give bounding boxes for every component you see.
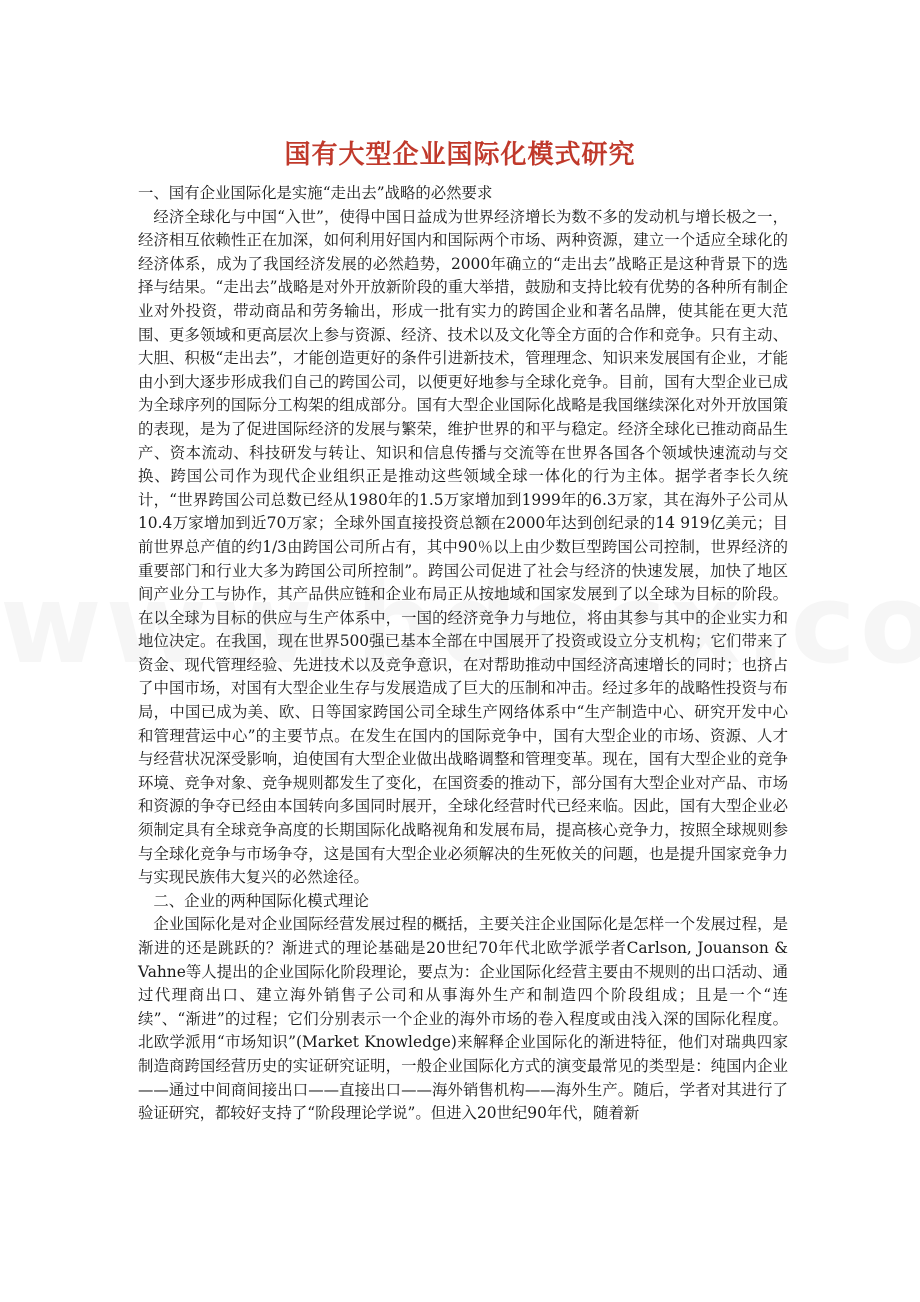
section-paragraph-1: 经济全球化与中国“入世”，使得中国日益成为世界经济增长为数不多的发动机与增长极之一，经济相互依赖性正在加深，如何利用好国内和国际两个市场、两种资源，建立一个适应全球化的经济体系，成为了我国经济发展的必然趋势，2000年确立的“走出去”战略正是这种背景下的选择与结果。“走出去”战略是对外开放新阶段的重大举措，鼓励和支持比较有优势的各种所有制企业对外投资，带动商品和劳务输出，形成一批有实力的跨国企业和著名品牌，使其能在更大范围、更多领域和更高层次上参与资源、经济、技术以及文化等全方面的合作和竞争。只有主动、大胆、积极“走出去”，才能创造更好的条件引进新技术，管理理念、知识来发展国有企业，才能由小到大逐步形成我们自己的跨国公司，以便更好地参与全球化竞争。目前，国有大型企业已成为全球序列的国际分工构架的组成部分。国有大型企业国际化战略是我国继续深化对外开放国策的表现，是为了促进国际经济的发展与繁荣，维护世界的和平与稳定。经济全球化已推动商品生产、资本流动、科技研发与转让、知识和信息传播与交流等在世界各国各个领域快速流动与交换、跨国公司作为现代企业组织正是推动这些领域全球一体化的行为主体。据学者李长久统计，“世界跨国公司总数已经从1980年的1.5万家增加到1999年的6.3万家，其在海外子公司从10.4万家增加到近70万家；全球外国直接投资总额在2000年达到创纪录的14 919亿美元；目前世界总产值的约1/3由跨国公司所占有，其中90％以上由少数巨型跨国公司控制，世界经济的重要部门和行业大多为跨国公司所控制”。跨国公司促进了社会与经济的快速发展，加快了地区间产业分工与协作，其产品供应链和企业布局正从按地域和国家发展到了以全球为目标的阶段。在以全球为目标的供应与生产体系中，一国的经济竞争力与地位，将由其参与其中的企业实力和地位决定。在我国，现在世界500强已基本全部在中国展开了投资或设立分支机构；它们带来了资金、现代管理经验、先进技术以及竞争意识，在对帮助推动中国经济高速增长的同时；也挤占了中国市场，对国有大型企业生存与发展造成了巨大的压制和冲击。经过多年的战略性投资与布局，中国已成为美、欧、日等国家跨国公司全球生产网络体系中“生产制造中心、研究开发中心和管理营运中心”的主要节点。在发生在国内的国际竞争中，国有大型企业的市场、资源、人才与经营状况深受影响，迫使国有大型企业做出战略调整和管理变革。现在，国有大型企业的竞争环境、竞争对象、竞争规则都发生了变化，在国资委的推动下，部分国有大型企业对产品、市场和资源的争夺已经由本国转向多国同时展开，全球化经营时代已经来临。因此，国有大型企业必须制定具有全球竞争高度的长期国际化战略视角和发展布局，提高核心竞争力，按照全球规则参与全球化竞争与市场争夺，这是国有大型企业必须解决的生死攸关的问题，也是提升国家竞争力与实现民族伟大复兴的必然途径。 <box>138 207 788 887</box>
section-heading-1: 一、国有企业国际化是实施“走出去”战略的必然要求 <box>138 184 493 202</box>
document-body <box>138 182 788 1126</box>
section-heading-2: 二、企业的两种国际化模式理论 <box>153 891 369 910</box>
section-paragraph-2: 企业国际化是对企业国际经营发展过程的概括，主要关注企业国际化是怎样一个发展过程，是渐进的还是跳跃的？渐进式的理论基础是20世纪70年代北欧学派学者Carlson, Jouanson & Vahne等人提出的企业国际化阶段理论，要点为：企业国际化经营主要由不规则的出口活动、通过代理商出口、建立海外销售子公司和从事海外生产和制造四个阶段组成；且是一个“连续”、“渐进”的过程；它们分别表示一个企业的海外市场的卷入程度或由浅入深的国际化程度。北欧学派用“市场知识”(Market Knowledge)来解释企业国际化的渐进特征，他们对瑞典四家制造商跨国经营历史的实证研究证明，一般企业国际化方式的演变最常见的类型是：纯国内企业——通过中间商间接出口——直接出口——海外销售机构——海外生产。随后，学者对其进行了验证研究，都较好支持了“阶段理论学说”。但进入20世纪90年代，随着新 <box>138 915 788 1123</box>
document-title: 国有大型企业国际化模式研究 <box>284 140 636 171</box>
